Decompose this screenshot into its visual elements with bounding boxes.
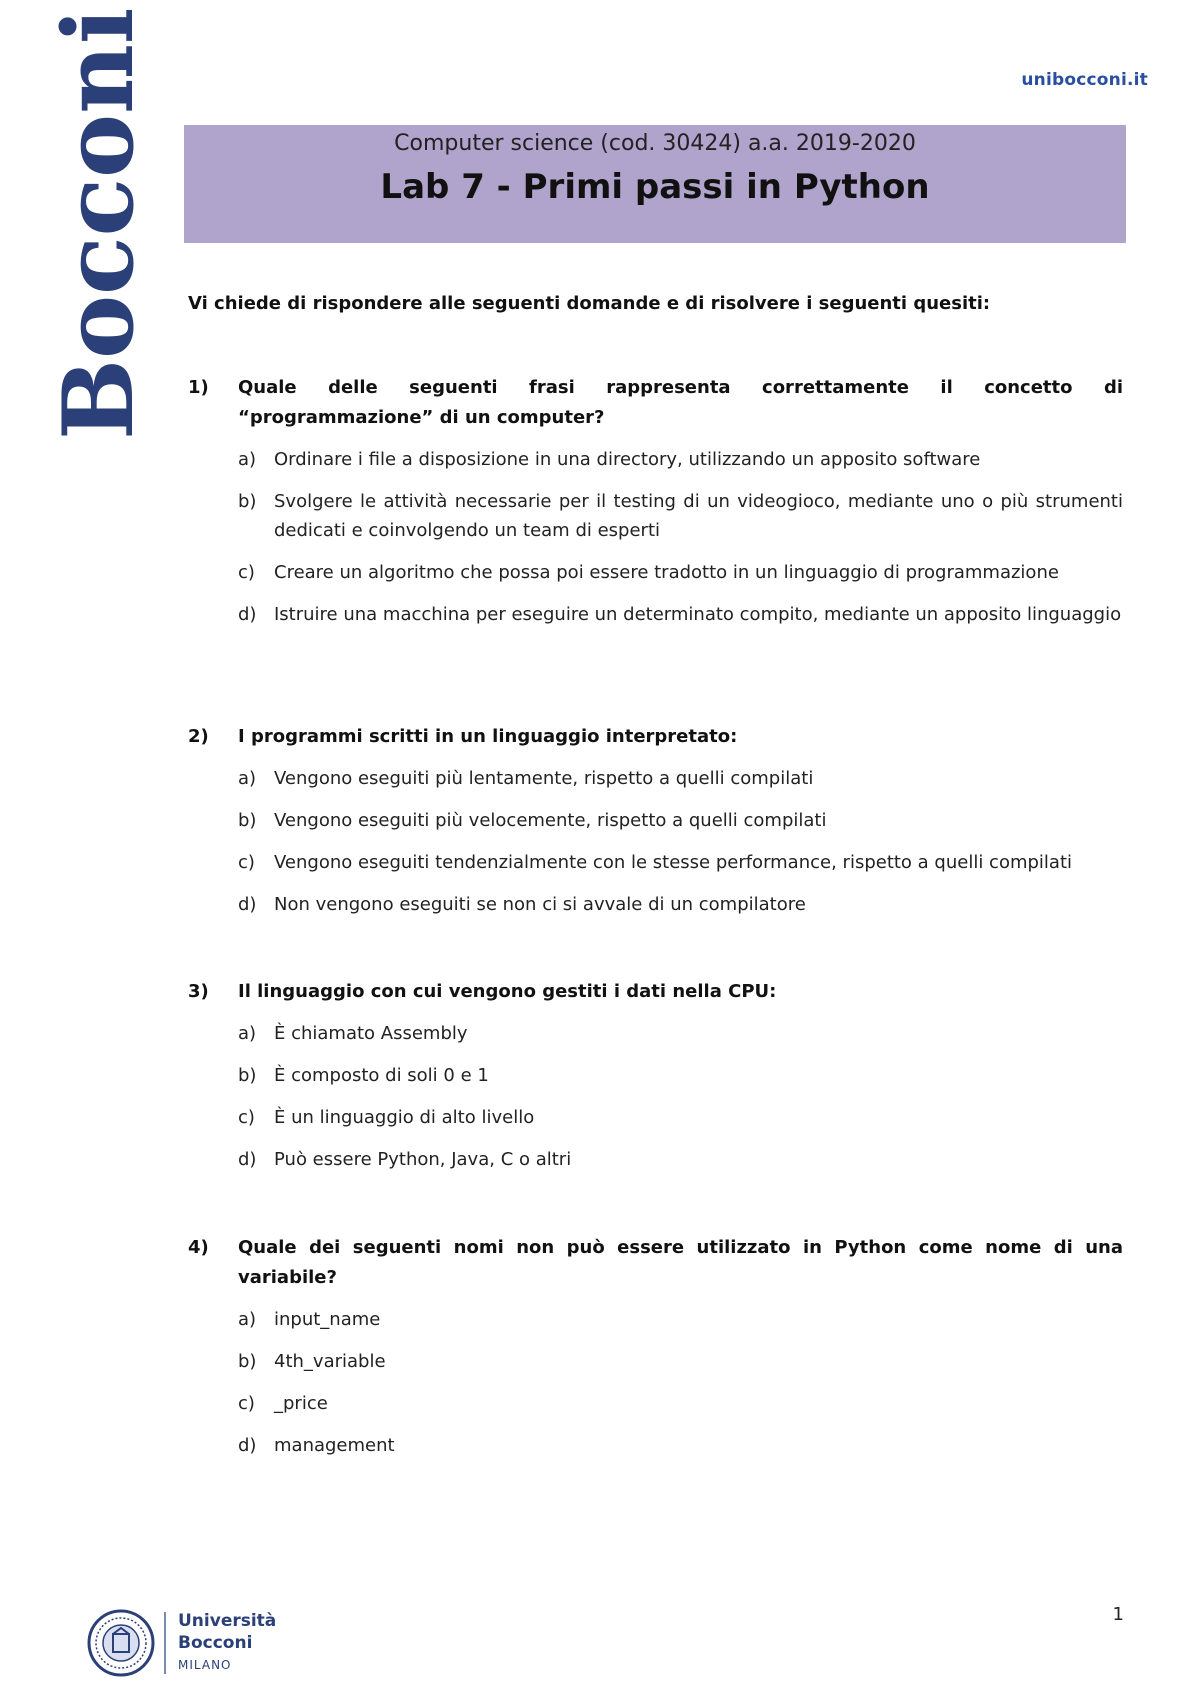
option-b xyxy=(238,1061,1123,1090)
option-letter: d) xyxy=(238,1435,257,1456)
option-letter: c) xyxy=(238,1107,255,1128)
question-text: Il linguaggio con cui vengono gestiti i dati nella CPU: xyxy=(238,981,777,1002)
option-text: Vengono eseguiti più velocemente, rispetto a quelli compilati xyxy=(274,810,827,831)
option-d xyxy=(238,890,1123,919)
lab-title: Lab 7 - Primi passi in Python xyxy=(380,167,930,207)
option-text: Svolgere le attività necessarie per il testing di un videogioco, mediante uno o più strumenti dedicati e coinvolgendo un team di esperti xyxy=(274,491,1123,541)
option-a xyxy=(238,1019,1123,1048)
question-number: 2) xyxy=(188,726,209,747)
question-number: 4) xyxy=(188,1237,209,1258)
option-text: È composto di soli 0 e 1 xyxy=(274,1065,489,1086)
option-list xyxy=(238,445,1123,629)
option-text: _price xyxy=(274,1393,328,1414)
option-a xyxy=(238,445,1123,474)
option-letter: c) xyxy=(238,852,255,873)
option-text: input_name xyxy=(274,1309,381,1330)
option-letter: c) xyxy=(238,562,255,583)
option-text: Ordinare i file a disposizione in una directory, utilizzando un apposito software xyxy=(274,449,981,470)
university-name xyxy=(178,1610,276,1654)
option-b xyxy=(238,806,1123,835)
option-letter: a) xyxy=(238,449,257,470)
option-text: È chiamato Assembly xyxy=(274,1023,468,1044)
option-text: management xyxy=(274,1435,395,1456)
option-letter: d) xyxy=(238,1149,257,1170)
option-letter: a) xyxy=(238,768,257,789)
site-url[interactable]: unibocconi.it xyxy=(1021,70,1148,90)
university-seal-icon xyxy=(86,1608,156,1678)
question-2 xyxy=(188,722,1123,932)
question-number: 3) xyxy=(188,981,209,1002)
option-letter: b) xyxy=(238,810,257,831)
bocconi-side-logo-text: Bocconi xyxy=(42,7,155,440)
option-list xyxy=(238,1305,1123,1460)
question-text: I programmi scritti in un linguaggio interpretato: xyxy=(238,726,738,747)
option-list xyxy=(238,1019,1123,1174)
option-c xyxy=(238,558,1123,587)
option-letter: d) xyxy=(238,894,257,915)
option-list xyxy=(238,764,1123,919)
option-text: Vengono eseguiti più lentamente, rispetto a quelli compilati xyxy=(274,768,814,789)
question-number: 1) xyxy=(188,377,209,398)
intro-text: Vi chiede di rispondere alle seguenti domande e di risolvere i seguenti quesiti: xyxy=(188,293,991,314)
header-band xyxy=(184,125,1126,243)
bocconi-side-logo xyxy=(42,7,155,444)
question-text: Quale dei seguenti nomi non può essere utilizzato in Python come nome di una variabile? xyxy=(238,1237,1123,1288)
option-a xyxy=(238,1305,1123,1334)
university-name-line1: Università xyxy=(178,1611,277,1631)
option-text: Può essere Python, Java, C o altri xyxy=(274,1149,572,1170)
footer-divider xyxy=(164,1612,166,1674)
option-text: È un linguaggio di alto livello xyxy=(274,1107,535,1128)
option-c xyxy=(238,848,1123,877)
option-letter: c) xyxy=(238,1393,255,1414)
option-letter: b) xyxy=(238,1065,257,1086)
question-1 xyxy=(188,373,1123,642)
option-d xyxy=(238,600,1123,629)
option-letter: a) xyxy=(238,1023,257,1044)
option-letter: d) xyxy=(238,604,257,625)
option-text: Non vengono eseguiti se non ci si avvale di un compilatore xyxy=(274,894,806,915)
question-text: Quale delle seguenti frasi rappresenta correttamente il concetto di “programmazione” di un computer? xyxy=(238,377,1123,428)
option-letter: b) xyxy=(238,1351,257,1372)
university-name-line2: Bocconi xyxy=(178,1633,253,1653)
option-d xyxy=(238,1431,1123,1460)
university-city: MILANO xyxy=(178,1658,232,1672)
option-text: Vengono eseguiti tendenzialmente con le stesse performance, rispetto a quelli compilati xyxy=(274,852,1073,873)
option-letter: a) xyxy=(238,1309,257,1330)
option-b xyxy=(238,487,1123,545)
option-a xyxy=(238,764,1123,793)
page-number: 1 xyxy=(1112,1604,1124,1625)
course-line: Computer science (cod. 30424) a.a. 2019-2020 xyxy=(394,131,916,156)
option-text: 4th_variable xyxy=(274,1351,386,1372)
question-4 xyxy=(188,1233,1123,1473)
footer-logo xyxy=(86,1608,286,1678)
option-text: Creare un algoritmo che possa poi essere tradotto in un linguaggio di programmazione xyxy=(274,562,1059,583)
option-c xyxy=(238,1103,1123,1132)
option-text: Istruire una macchina per eseguire un determinato compito, mediante un apposito linguaggio xyxy=(274,604,1122,625)
question-3 xyxy=(188,977,1123,1187)
option-letter: b) xyxy=(238,491,257,512)
option-d xyxy=(238,1145,1123,1174)
option-b xyxy=(238,1347,1123,1376)
option-c xyxy=(238,1389,1123,1418)
